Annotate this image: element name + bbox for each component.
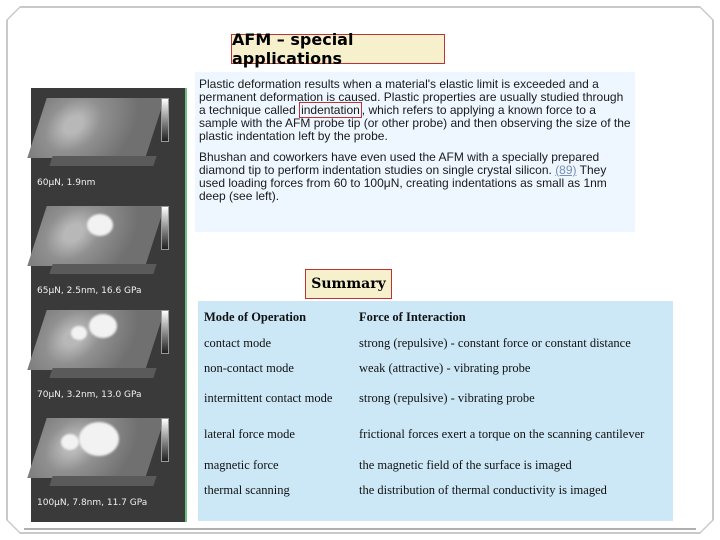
afm-height-scale — [161, 206, 169, 250]
force-cell: the distribution of thermal conductivity is imaged — [359, 482, 607, 497]
table-row — [198, 416, 673, 452]
highlighted-term: indentation — [301, 103, 360, 117]
afm-surface — [27, 98, 164, 158]
header-force: Force of Interaction — [359, 310, 466, 324]
afm-caption: 60μN, 1.9nm — [37, 178, 96, 188]
force-cell: frictional forces exert a torque on the scanning cantilever — [359, 427, 645, 441]
mode-cell: thermal scanning — [204, 482, 290, 497]
paragraph-bhushan: Bhushan and coworkers have even used the AFM with a specially prepared diamond tip to perform indentation studies on single crystal silicon. (89) They used loading forces from 60 to 100μN, creating indentations as small as 1nm deep (see left). — [199, 150, 607, 203]
afm-panel — [31, 304, 187, 410]
afm-caption: 65μN, 2.5nm, 16.6 GPa — [37, 286, 142, 296]
mode-cell: magnetic force — [204, 457, 279, 472]
afm-height-scale — [161, 310, 169, 354]
afm-height-scale — [161, 418, 169, 462]
paragraph-indentation: Plastic deformation results when a material's elastic limit is exceeded and a permanent deformation is caused. Plastic properties are usually studied through a technique called indentation , which refers to applying a known force to a sample with the AFM probe tip (or other probe) and then observing the size of the plastic indentation left by the probe. — [199, 77, 631, 143]
force-cell: strong (repulsive) - constant force or constant distance — [359, 335, 631, 350]
header-mode: Mode of Operation — [204, 310, 307, 324]
afm-height-scale — [161, 98, 169, 142]
afm-caption: 100μN, 7.8nm, 11.7 GPa — [37, 498, 148, 508]
table-row — [198, 452, 673, 477]
force-cell: strong (repulsive) - vibrating probe — [359, 391, 535, 405]
slide-bottom-rule — [24, 528, 696, 530]
afm-panel — [31, 92, 187, 198]
table-row — [198, 355, 673, 380]
afm-caption: 70μN, 3.2nm, 13.0 GPa — [37, 390, 142, 400]
mode-cell: intermittent contact mode — [204, 391, 333, 405]
force-cell: the magnetic field of the surface is imaged — [359, 457, 572, 472]
mode-cell: non-contact mode — [204, 360, 294, 375]
mode-cell: lateral force mode — [204, 427, 295, 441]
table-header-row — [198, 301, 673, 330]
force-cell: weak (attractive) - vibrating probe — [359, 360, 531, 375]
summary-table — [198, 301, 673, 521]
table-row — [198, 330, 673, 355]
table-row — [198, 380, 673, 416]
slide-title: AFM – special applications — [231, 34, 445, 64]
reference-link[interactable]: (89) — [555, 163, 577, 177]
afm-panel — [31, 412, 187, 518]
summary-title: Summary — [305, 269, 392, 299]
table-row — [198, 477, 673, 502]
afm-image-strip — [31, 88, 187, 522]
afm-panel — [31, 200, 187, 306]
mode-cell: contact mode — [204, 335, 271, 350]
description-text — [195, 72, 635, 232]
